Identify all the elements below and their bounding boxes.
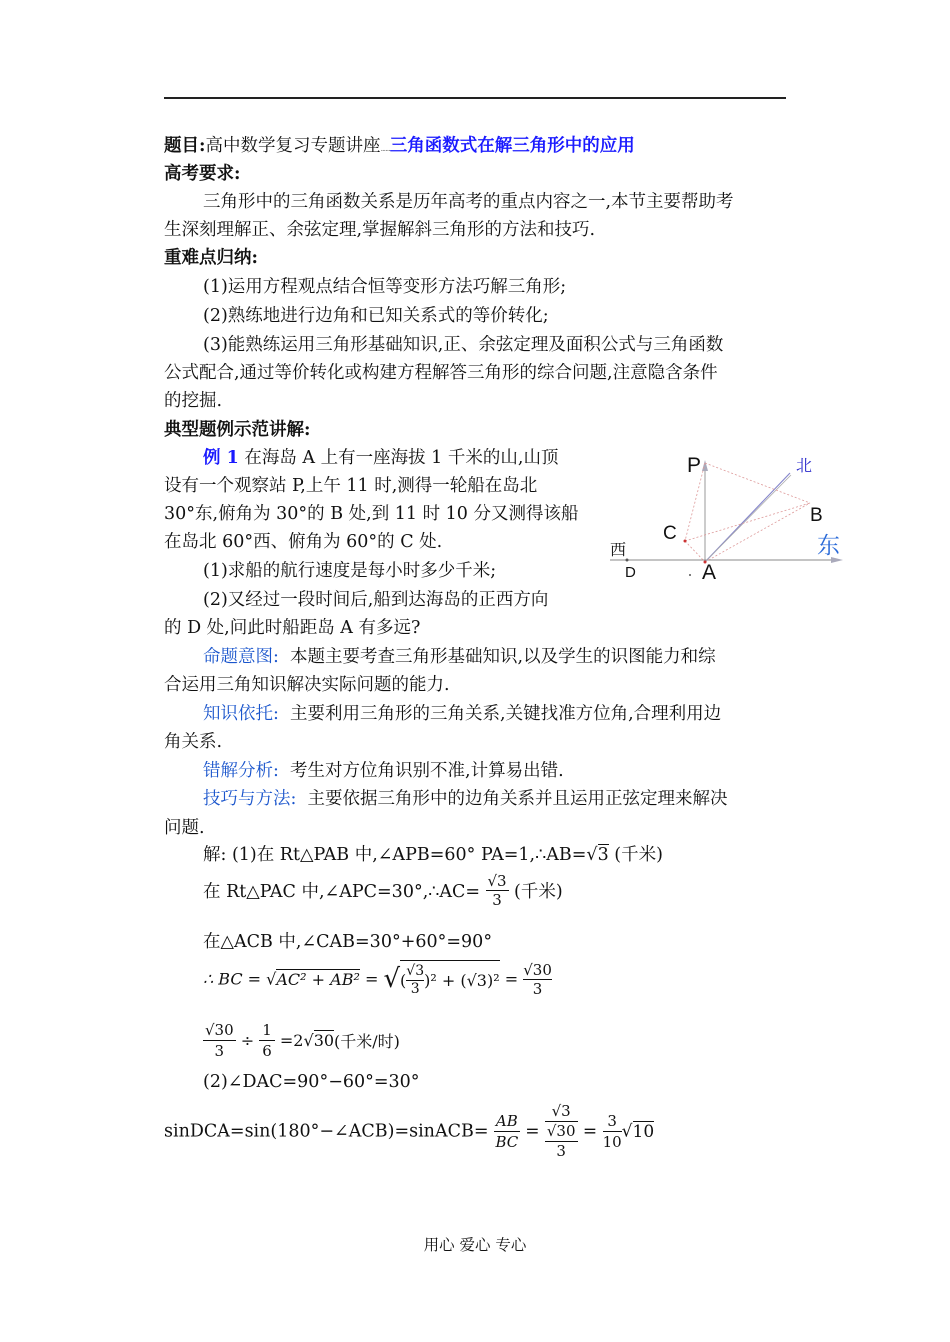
bc-big-sqrt: √	[383, 964, 401, 994]
method-line-1	[203, 787, 728, 811]
intent-line-2: 合运用三角知识解决实际问题的能力.	[164, 675, 450, 695]
bc-eq-2: =	[504, 969, 519, 989]
line-ab	[705, 503, 810, 562]
bc-inner-den: 3	[410, 981, 420, 997]
sin-frac-3-den: 10	[602, 1133, 622, 1151]
sqrt-3-value: 3	[597, 845, 609, 865]
fraction-ac	[486, 872, 509, 909]
sin-frac-2	[545, 1102, 578, 1161]
sin-radicand: 10	[632, 1121, 655, 1142]
example-1-line-1	[203, 446, 558, 470]
method-text: 主要依据三角形中的边角关系并且运用正弦定理来解决	[307, 789, 728, 809]
sin-frac-1	[494, 1111, 520, 1152]
speed-frac-2	[259, 1020, 275, 1061]
error-label: 错解分析:	[203, 761, 279, 781]
speed-frac-1	[203, 1020, 236, 1061]
knowledge-text: 主要利用三角形的三角关系,关键找准方位角,合理利用边	[290, 704, 722, 724]
label-p: P	[687, 454, 702, 477]
example-1-label: 例 1	[203, 448, 239, 468]
intent-line-1	[203, 645, 716, 669]
requirements-line-2: 生深刻理解正、余弦定理,掌握解斜三角形的方法和技巧.	[164, 220, 596, 240]
north-line-2	[705, 475, 791, 562]
header-rule	[164, 97, 786, 99]
requirements-line-1: 三角形中的三角函数关系是历年高考的重点内容之一,本节主要帮助考	[203, 192, 734, 212]
knowledge-line-2: 角关系.	[164, 732, 223, 752]
speed-unit: (千米/时)	[334, 1032, 400, 1051]
key-point-2: (2)熟练地进行边角和已知关系式的等价转化;	[203, 306, 549, 326]
small-dot	[689, 574, 691, 576]
label-a: A	[702, 561, 717, 584]
solution-step-1	[203, 843, 663, 867]
method-label: 技巧与方法:	[203, 789, 297, 809]
sin-eq-2: =	[582, 1121, 598, 1142]
solution-step-2-unit: (千米)	[514, 882, 563, 902]
label-b: B	[810, 505, 823, 526]
speed-radicand: 30	[313, 1031, 335, 1050]
solution-step-1-text: 解: (1)在 Rt△PAB 中,∠APB=60° PA=1,∴AB=	[203, 845, 587, 865]
line-ca	[685, 541, 705, 562]
solution-step-4: (2)∠DAC=90°−60°=30°	[203, 1072, 420, 1092]
line-pb	[705, 463, 810, 503]
bc-result	[523, 961, 552, 998]
bc-open-paren: (	[400, 971, 407, 990]
method-line-2: 问题.	[164, 818, 205, 838]
error-line	[203, 759, 564, 783]
bc-inner	[400, 960, 500, 998]
bc-inner-frac	[406, 963, 424, 998]
sin-frac-3-num: 3	[603, 1111, 622, 1132]
line-cb	[685, 503, 810, 541]
bc-inner-num: √3	[406, 963, 425, 979]
example-1-line-4: 在岛北 60°西、俯角为 60°的 C 处.	[164, 532, 443, 552]
knowledge-label: 知识依托:	[203, 704, 279, 724]
footer-motto: 用心 爱心 专心	[423, 1236, 527, 1254]
fraction-ac-num: √3	[487, 872, 507, 890]
sin-frac-2-num: √3	[545, 1102, 578, 1122]
key-points-heading: 重难点归纳:	[164, 248, 258, 268]
sin-frac-1-den: BC	[495, 1133, 519, 1151]
title-prefix: 高中数学复习专题讲座	[205, 136, 381, 156]
sin-eq-1: =	[525, 1121, 540, 1142]
requirements-heading: 高考要求:	[164, 164, 241, 184]
fraction-ac-den: 3	[492, 891, 502, 909]
bc-squares: )² + (√3)²	[424, 971, 500, 990]
examples-heading: 典型题例示范讲解:	[164, 420, 311, 440]
bc-radicand: AC² + AB²	[276, 969, 360, 989]
example-1-line-3: 30°东,俯角为 30°的 B 处,到 11 时 10 分又测得该船	[164, 504, 579, 524]
sin-frac-2-den-den: 3	[556, 1142, 566, 1160]
point-c-dot	[684, 540, 687, 543]
bc-sqrt-symbol: √	[266, 969, 277, 989]
question-2-line-2: 的 D 处,问此时船距岛 A 有多远?	[164, 618, 421, 638]
knowledge-line-1	[203, 702, 721, 726]
title-line	[164, 134, 635, 161]
up-arrow-icon	[702, 460, 708, 471]
key-point-3-line-3: 的挖掘.	[164, 391, 223, 411]
title-separator: ......	[380, 144, 390, 153]
solution-step-3: 在△ACB 中,∠CAB=30°+60°=90°	[203, 932, 493, 952]
bc-result-den: 3	[532, 979, 543, 998]
label-c: C	[663, 523, 677, 544]
bc-formula	[203, 960, 552, 998]
sqrt-symbol: √	[586, 845, 598, 865]
question-2-line-1: (2)又经过一段时间后,船到达海岛的正西方向	[203, 590, 549, 610]
error-text: 考生对方位角识别不准,计算易出错.	[290, 761, 564, 781]
label-west: 西	[610, 542, 627, 559]
sin-frac-1-num: AB	[495, 1112, 518, 1130]
speed-div: ÷	[240, 1031, 255, 1050]
speed-frac-2-num: 1	[259, 1020, 275, 1041]
title-main: 三角函数式在解三角形中的应用	[389, 136, 635, 156]
key-point-3-line-1: (3)能熟练运用三角形基础知识,正、余弦定理及面积公式与三角函数	[203, 335, 724, 355]
speed-formula	[203, 1020, 400, 1061]
label-d: D	[625, 564, 636, 581]
speed-sqrt-symbol: √	[303, 1031, 314, 1050]
sin-sqrt-symbol: √	[621, 1121, 633, 1142]
speed-frac-1-num: √30	[205, 1021, 234, 1039]
speed-frac-1-den: 3	[214, 1042, 225, 1060]
sin-formula	[164, 1102, 654, 1161]
label-north: 北	[796, 458, 813, 475]
speed-eq: =2	[279, 1031, 304, 1050]
geometry-figure	[605, 445, 855, 585]
key-point-1: (1)运用方程观点结合恒等变形方法巧解三角形;	[203, 277, 567, 297]
key-point-3-line-2: 公式配合,通过等价转化或构建方程解答三角形的综合问题,注意隐含条件	[164, 363, 718, 383]
question-1: (1)求船的航行速度是每小时多少千米;	[203, 561, 497, 581]
solution-step-2-text: 在 Rt△PAC 中,∠APC=30°,∴AC=	[203, 882, 481, 902]
label-east: 东	[817, 532, 840, 558]
sin-frac-2-den-num: √30	[546, 1122, 576, 1140]
solution-step-1-unit: (千米)	[614, 845, 663, 865]
intent-label: 命题意图:	[203, 647, 279, 667]
bc-lhs: ∴ BC =	[203, 969, 262, 989]
speed-frac-2-den: 6	[262, 1042, 272, 1060]
sin-frac-3	[603, 1111, 622, 1152]
bc-result-num: √30	[523, 960, 552, 979]
example-1-text: 在海岛 A 上有一座海拔 1 千米的山,山顶	[244, 448, 559, 468]
solution-step-2	[203, 872, 563, 909]
bc-eq: =	[364, 969, 379, 989]
intent-text: 本题主要考查三角形基础知识,以及学生的识图能力和综	[290, 647, 716, 667]
sin-text: sinDCA=sin(180°−∠ACB)=sinACB=	[164, 1121, 489, 1142]
title-label: 题目:	[164, 136, 206, 156]
example-1-line-2: 设有一个观察站 P,上午 11 时,测得一轮船在岛北	[164, 476, 538, 496]
